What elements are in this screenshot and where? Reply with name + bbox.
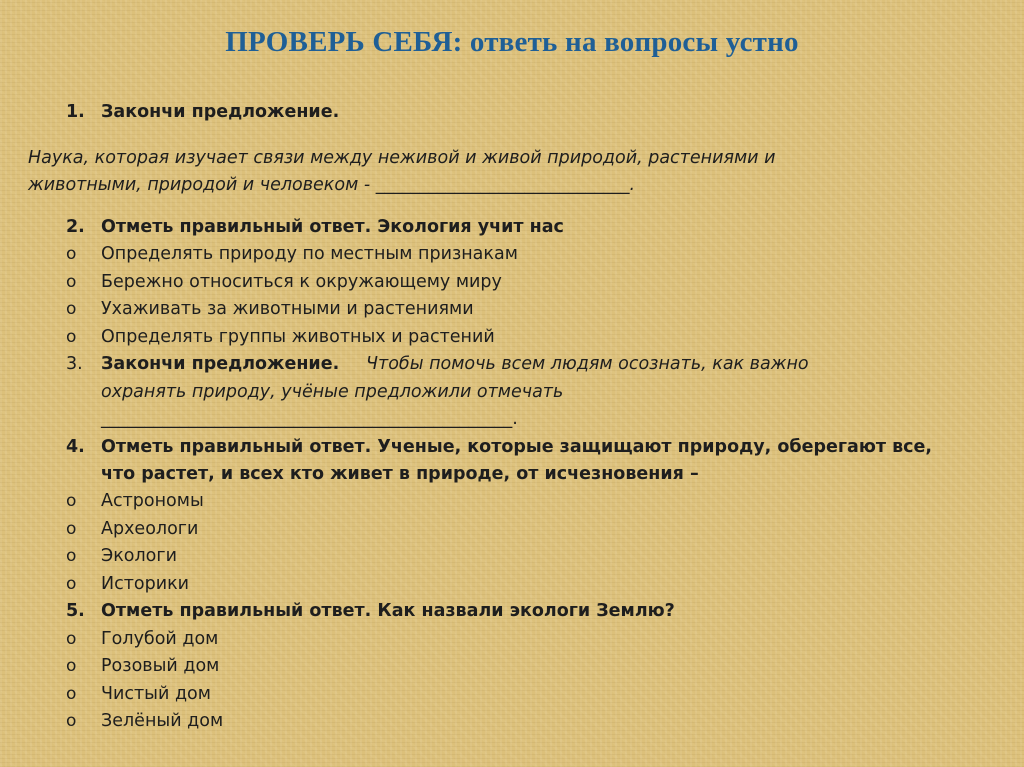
option-bullet-icon: o: [66, 327, 77, 347]
question-4-text-line-1: Отметь правильный ответ. Ученые, которые защищают природу, оберегают все,: [101, 437, 933, 457]
question-1-label: Закончи предложение.: [101, 102, 340, 122]
question-2-option-3[interactable]: Ухаживать за животными и растениями: [101, 299, 474, 319]
option-bullet-icon: o: [66, 684, 77, 704]
question-1-text-line-1: Наука, которая изучает связи между неживой и живой природой, растениями и: [28, 148, 776, 168]
question-3-label: Закончи предложение.: [101, 354, 340, 374]
question-5-number: 5.: [66, 601, 85, 621]
question-2-option-1[interactable]: Определять природу по местным признакам: [101, 244, 518, 264]
question-3-text-line-2: охранять природу, учёные предложили отмечать: [101, 382, 564, 402]
option-bullet-icon: o: [66, 711, 77, 731]
option-bullet-icon: o: [66, 629, 77, 649]
option-bullet-icon: o: [66, 574, 77, 594]
question-4-option-4[interactable]: Историки: [101, 574, 190, 594]
option-bullet-icon: o: [66, 546, 77, 566]
option-bullet-icon: o: [66, 656, 77, 676]
option-bullet-icon: o: [66, 272, 77, 292]
question-2-option-4[interactable]: Определять группы животных и растений: [101, 327, 495, 347]
option-bullet-icon: o: [66, 244, 77, 264]
question-3-answer-blank: _______________________________________________.: [101, 409, 518, 429]
question-5-option-3[interactable]: Чистый дом: [101, 684, 211, 704]
question-5-label: Отметь правильный ответ. Как назвали экологи Землю?: [101, 601, 675, 621]
question-2-number: 2.: [66, 217, 85, 237]
question-3-number: 3.: [66, 354, 83, 374]
option-bullet-icon: o: [66, 519, 77, 539]
question-4-option-1[interactable]: Астрономы: [101, 491, 204, 511]
question-4-option-2[interactable]: Археологи: [101, 519, 199, 539]
question-1-number: 1.: [66, 102, 85, 122]
question-2-option-2[interactable]: Бережно относиться к окружающему миру: [101, 272, 502, 292]
option-bullet-icon: o: [66, 299, 77, 319]
question-3-text-line-1: Чтобы помочь всем людям осознать, как важно: [366, 354, 809, 374]
question-5-option-1[interactable]: Голубой дом: [101, 629, 219, 649]
question-4-option-3[interactable]: Экологи: [101, 546, 177, 566]
question-5-option-4[interactable]: Зелёный дом: [101, 711, 224, 731]
question-4-text-line-2: что растет, и всех кто живет в природе, от исчезновения –: [101, 464, 699, 484]
question-1-text-line-2: животными, природой и человеком - _____________________________.: [28, 175, 636, 195]
option-bullet-icon: o: [66, 491, 77, 511]
question-5-option-2[interactable]: Розовый дом: [101, 656, 220, 676]
question-2-label: Отметь правильный ответ. Экология учит нас: [101, 217, 564, 237]
page-title: ПРОВЕРЬ СЕБЯ: ответь на вопросы устно: [225, 26, 799, 58]
question-4-number: 4.: [66, 437, 85, 457]
